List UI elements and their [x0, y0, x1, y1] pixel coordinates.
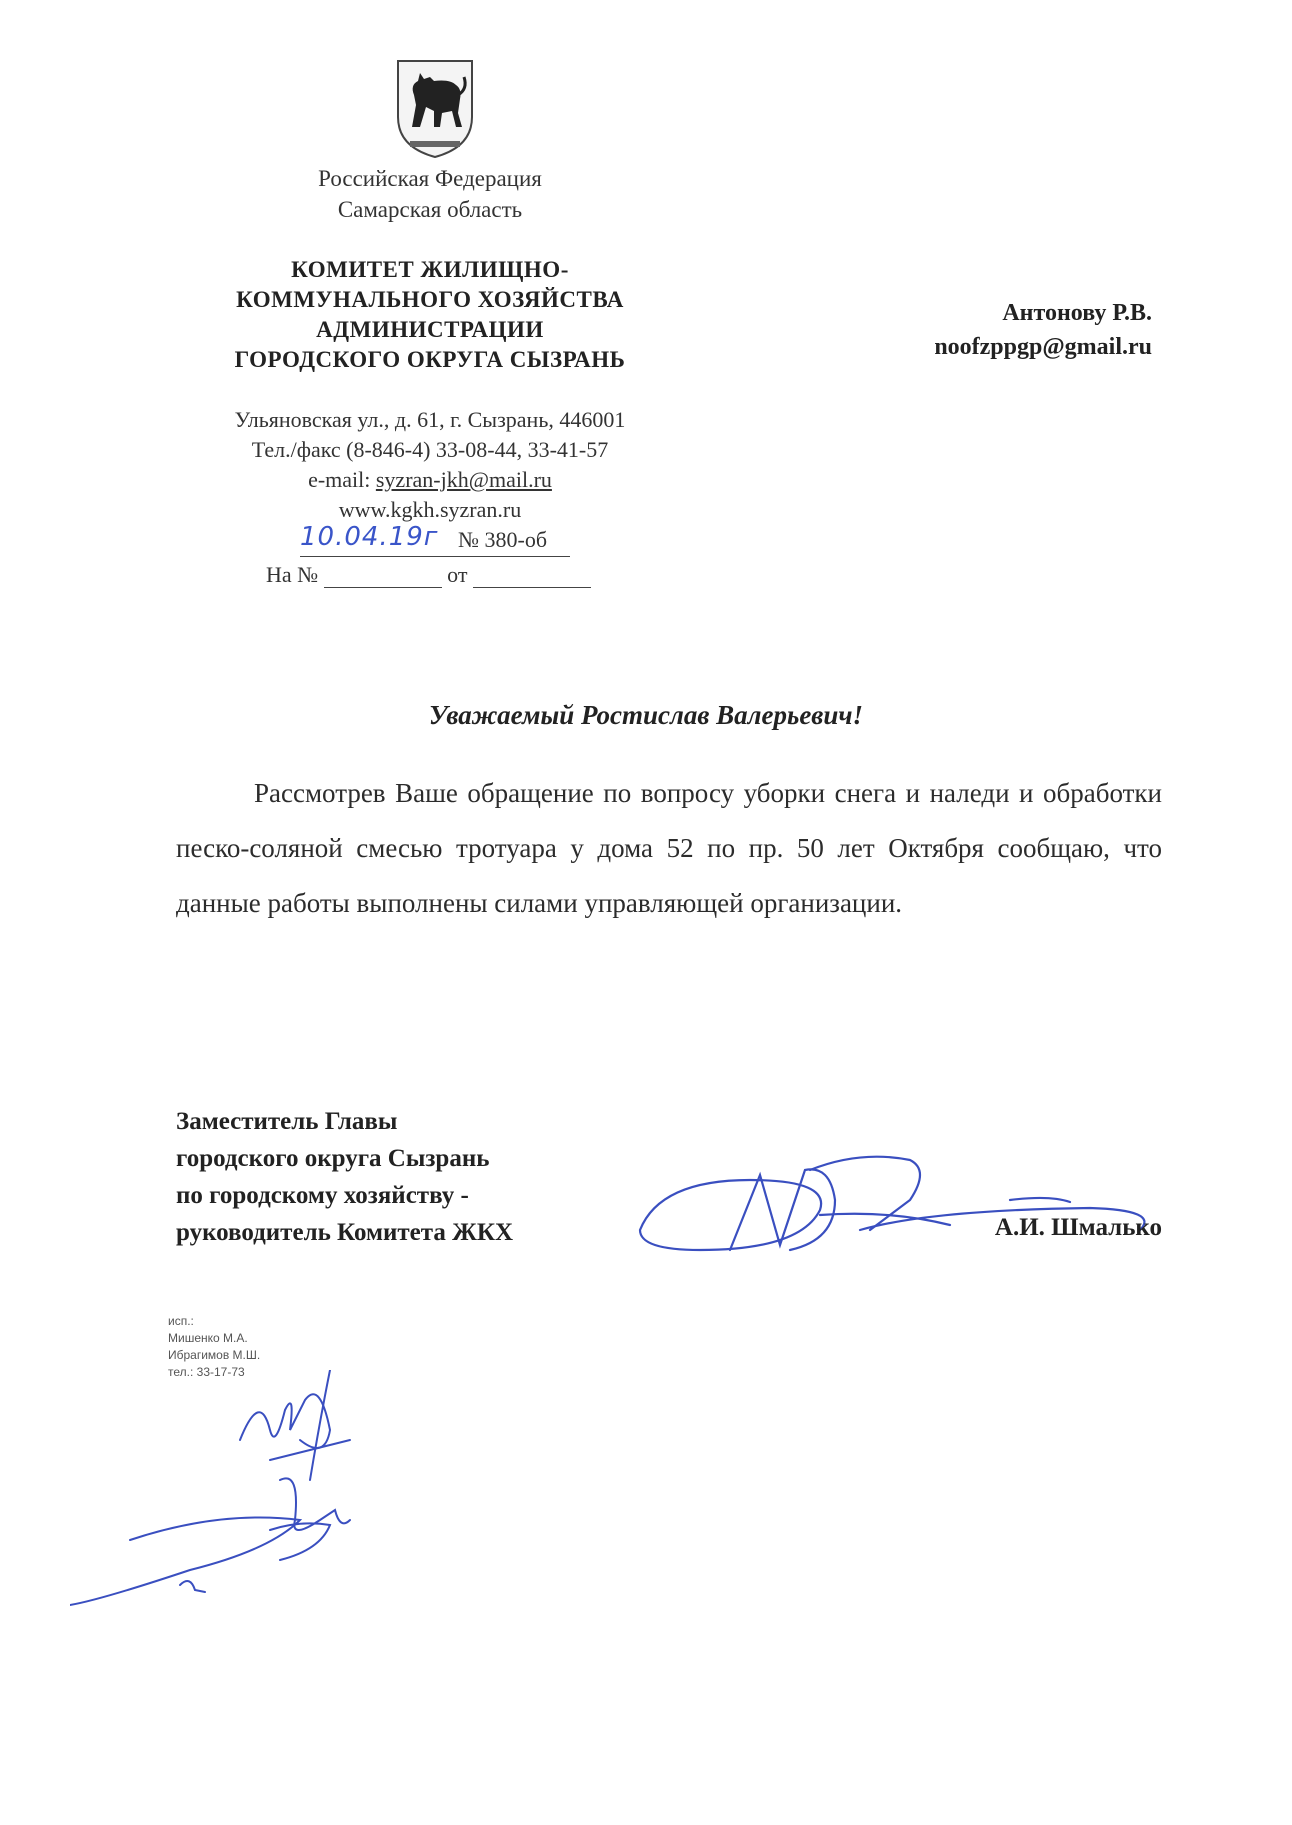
- executors-phone: тел.: 33-17-73: [168, 1365, 245, 1379]
- recipient-name: Антонову Р.В.: [1002, 300, 1152, 326]
- signatory-title-line-4: руководитель Комитета ЖКХ: [176, 1219, 514, 1246]
- phone-fax: Тел./факс (8-846-4) 33-08-44, 33-41-57: [251, 437, 609, 462]
- region-name: Самарская область: [337, 197, 523, 222]
- executor-name-1: Мишенко М.А.: [168, 1331, 248, 1345]
- executor-name-2: Ибрагимов М.Ш.: [168, 1348, 261, 1362]
- signatory-title-line-2: городского округа Сызрань: [176, 1145, 490, 1172]
- org-line-3: АДМИНИСТРАЦИИ: [316, 317, 544, 342]
- salutation: Уважаемый Ростислав Валерьевич!: [428, 700, 864, 730]
- recipient-block: [934, 296, 1152, 364]
- reg-number: № 380-об: [458, 527, 548, 552]
- org-line-1: КОМИТЕТ ЖИЛИЩНО-: [291, 257, 569, 282]
- website[interactable]: www.kgkh.syzran.ru: [338, 497, 522, 522]
- email-line: [180, 465, 680, 495]
- address: Ульяновская ул., д. 61, г. Сызрань, 446001: [234, 407, 626, 432]
- ref-from-label: от: [447, 562, 468, 587]
- org-line-4: ГОРОДСКОГО ОКРУГА СЫЗРАНЬ: [234, 347, 626, 372]
- letter-body: [176, 766, 1162, 931]
- reg-underline: [300, 556, 570, 557]
- ref-label: На №: [266, 562, 319, 587]
- signatory-name: А.И. Шмалько: [994, 1214, 1162, 1241]
- signatory-title: [176, 1103, 513, 1251]
- handwritten-reg-date: 10.04.19г: [300, 522, 439, 552]
- signatory-title-line-3: по городскому хозяйству -: [176, 1182, 469, 1209]
- approval-visa-signatures: [70, 1370, 400, 1610]
- body-paragraph: Рассмотрев Ваше обращение по вопросу уборки снега и наледи и обработки песко-соляной смесью тротуара у дома 52 по пр. 50 лет Октября сообщаю, что данные работы выполнены силами управляющей организации.: [176, 778, 1162, 918]
- email-label: e-mail:: [308, 467, 376, 492]
- org-line-2: КОММУНАЛЬНОГО ХОЗЯЙСТВА: [236, 287, 624, 312]
- reference-line: [266, 562, 591, 588]
- executors-label: исп.:: [168, 1314, 194, 1328]
- ref-date-blank: [473, 565, 591, 588]
- signatory-title-line-1: Заместитель Главы: [176, 1108, 398, 1135]
- email-link[interactable]: syzran-jkh@mail.ru: [375, 467, 552, 492]
- handwritten-signature: [630, 1140, 1170, 1280]
- ref-number-blank: [324, 565, 442, 588]
- country-name: Российская Федерация: [318, 166, 542, 191]
- coat-of-arms-emblem: [390, 55, 480, 161]
- recipient-email: noofzppgp@gmail.ru: [934, 334, 1152, 360]
